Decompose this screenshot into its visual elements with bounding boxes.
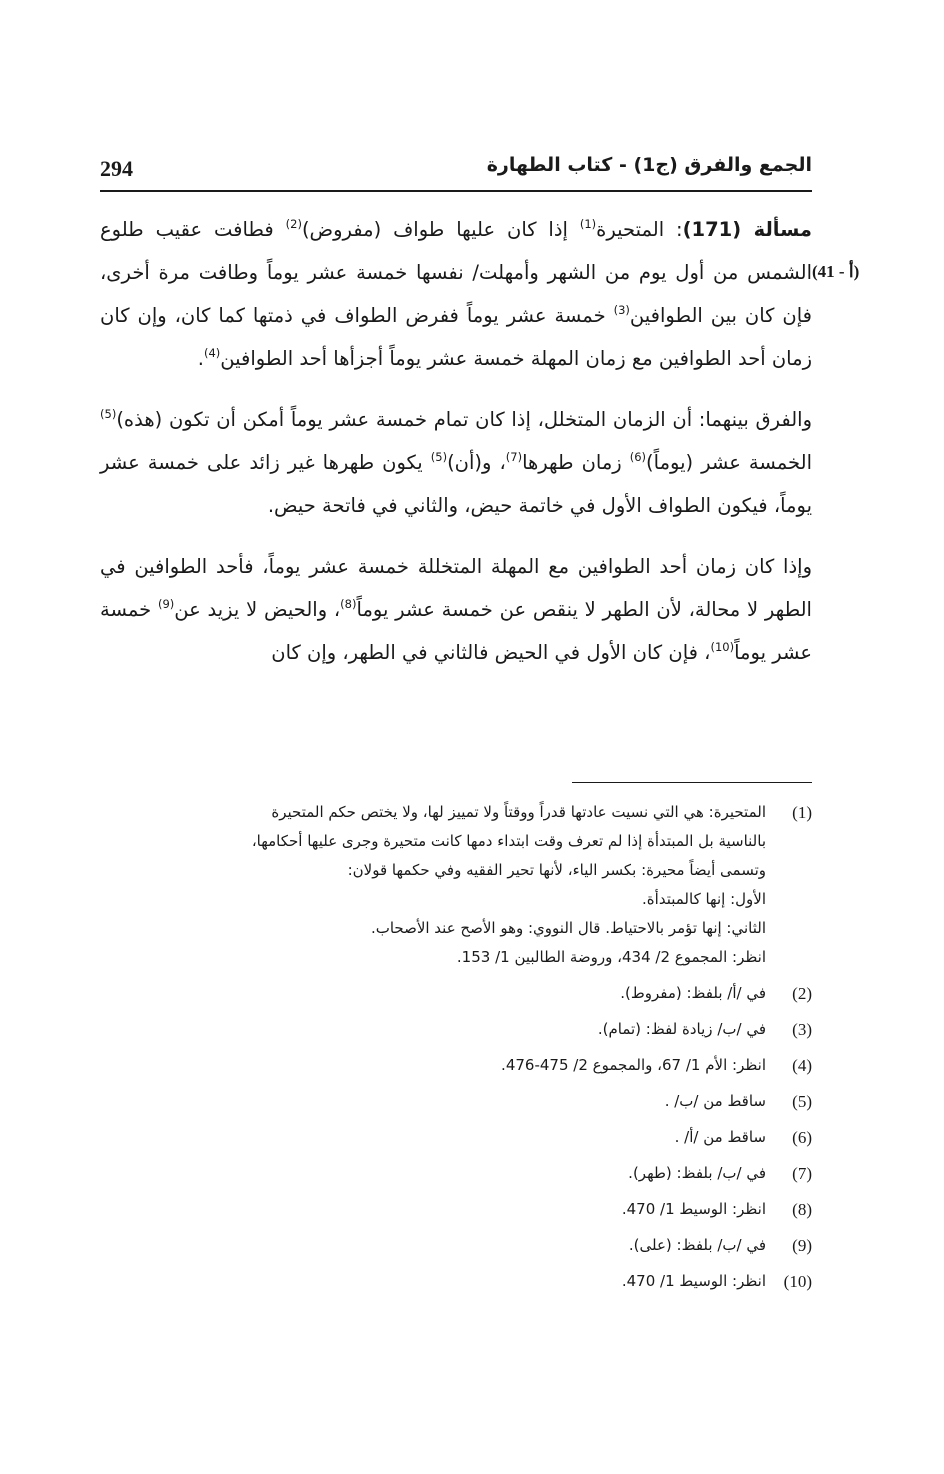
footnote-number: (9) <box>792 1236 812 1255</box>
footnote-number: (6) <box>792 1128 812 1147</box>
footnote-item <box>160 1087 812 1116</box>
footnote-item <box>160 1159 812 1188</box>
footnote-ref: (4) <box>203 345 221 360</box>
footnote-number: (8) <box>792 1200 812 1219</box>
footnote-number: (4) <box>792 1056 812 1075</box>
footnote-text: ساقط من /أ/ . <box>674 1128 766 1146</box>
footnote-item <box>160 979 812 1008</box>
footnote-ref: (5) <box>430 449 448 464</box>
footnote-item <box>160 1123 812 1152</box>
footnote-number: (5) <box>792 1092 812 1111</box>
footnote-text: في /أ/ بلفظ: (مفروط). <box>620 984 766 1002</box>
footnote-item <box>160 1051 812 1080</box>
footnote-text: انظر: الوسيط 1/ 470. <box>621 1200 766 1218</box>
footnote-number: (10) <box>783 1272 812 1291</box>
footnote-ref: (5) <box>100 406 117 421</box>
question-label: مسألة (171) <box>682 218 813 241</box>
paragraph-question-171: مسألة (171): المتحيرة$^{(1)}$ إذا كان عليها طواف (مفروض)$^{(2)}$ فطافت عقيب طلوع الشمس من أول يوم من الشهر وأمهلت/ نفسها خمسة عشر يوماً وطافت مرة أخرى، فإن كان بين الطوافين$^{(3)}$ خمسة عشر يوماً ففرض الطواف في ذمتها كما كان، وإن كان زمان أحد الطوافين مع زمان المهلة خمسة عشر يوماً أجزأها أحد الطوافين$^{(4)}$. <box>100 216 813 370</box>
footnote-item <box>160 1195 812 1224</box>
footnote-text: المتحيرة: هي التي نسيت عادتها قدراً ووقتاً ولا تمييز لها، ولا يختص حكم المتحيرة بالناسية بل المبتدأة إذا لم تعرف وقت ابتداء دمها كانت متحيرة وجرى عليها أحكامها، وتسمى أيضاً محيرة: بكسر الياء، لأنها تحير الفقيه وفي حكمها قولان: الأول: إنها كالمبتدأة. الثاني: إنها تؤمر بالاحتياط. قال النووي: وهو الأصح عند الأصحاب. انظر: المجموع 2/ 434، وروضة الطالبين 1/ 153. <box>251 803 766 966</box>
footnote-text: انظر: الأم 1/ 67، والمجموع 2/ 475-476. <box>501 1056 766 1074</box>
footnote-ref: (8) <box>340 596 357 611</box>
footnote-ref: (2) <box>285 216 302 231</box>
page-number: 294 <box>100 156 133 181</box>
footnote-number: (3) <box>792 1020 812 1039</box>
footnote-text: في /ب/ بلفظ: (على). <box>628 1236 766 1254</box>
footnote-item <box>160 798 812 972</box>
footnote-item <box>160 1231 812 1260</box>
footnote-item <box>160 1015 812 1044</box>
paragraph-continuation: وإذا كان زمان أحد الطوافين مع المهلة المتخللة خمسة عشر يوماً، فأحد الطوافين في الطهر لا محالة، لأن الطهر لا ينقص عن خمسة عشر يوماً$^{(8)}$، والحيض لا يزيد عن$^{(9)}$ خمسة عشر يوماً$^{(10)}$، فإن كان الأول في الحيض فالثاني في الطهر، وإن كان <box>100 555 812 664</box>
main-text <box>100 208 812 674</box>
footnote-separator <box>572 782 812 783</box>
footnote-text: انظر: الوسيط 1/ 470. <box>621 1272 766 1290</box>
footnotes <box>160 798 812 1296</box>
footnote-ref: (10) <box>710 639 735 654</box>
manuscript-folio-marker: (41 - أ) <box>812 262 860 281</box>
footnote-ref: (1) <box>579 216 597 231</box>
page-header <box>100 150 812 192</box>
paragraph-difference: والفرق بينهما: أن الزمان المتخلل، إذا كان تمام خمسة عشر يوماً أمكن أن تكون (هذه)$^{(5)}$ الخمسة عشر (يوماً)$^{(6)}$ زمان طهرها$^{(7)}$، و(أن)$^{(5)}$ يكون طهرها غير زائد على خمسة عشر يوماً، فيكون الطواف الأول في خاتمة حيض، والثاني في فاتحة حيض. <box>100 406 812 517</box>
footnote-number: (7) <box>792 1164 812 1183</box>
footnote-text: في /ب/ بلفظ: (طهر). <box>628 1164 766 1182</box>
footnote-ref: (6) <box>629 449 647 464</box>
footnote-number: (2) <box>792 984 812 1003</box>
running-title: الجمع والفرق (ج1) - كتاب الطهارة <box>486 154 812 176</box>
footnote-text: ساقط من /ب/ . <box>664 1092 766 1110</box>
footnote-ref: (7) <box>505 449 523 464</box>
footnote-item <box>160 1267 812 1296</box>
footnote-ref: (3) <box>613 302 630 317</box>
footnote-text: في /ب/ زيادة لفظ: (تمام). <box>597 1020 766 1038</box>
footnote-ref: (9) <box>157 596 175 611</box>
footnote-number: (1) <box>792 803 812 822</box>
